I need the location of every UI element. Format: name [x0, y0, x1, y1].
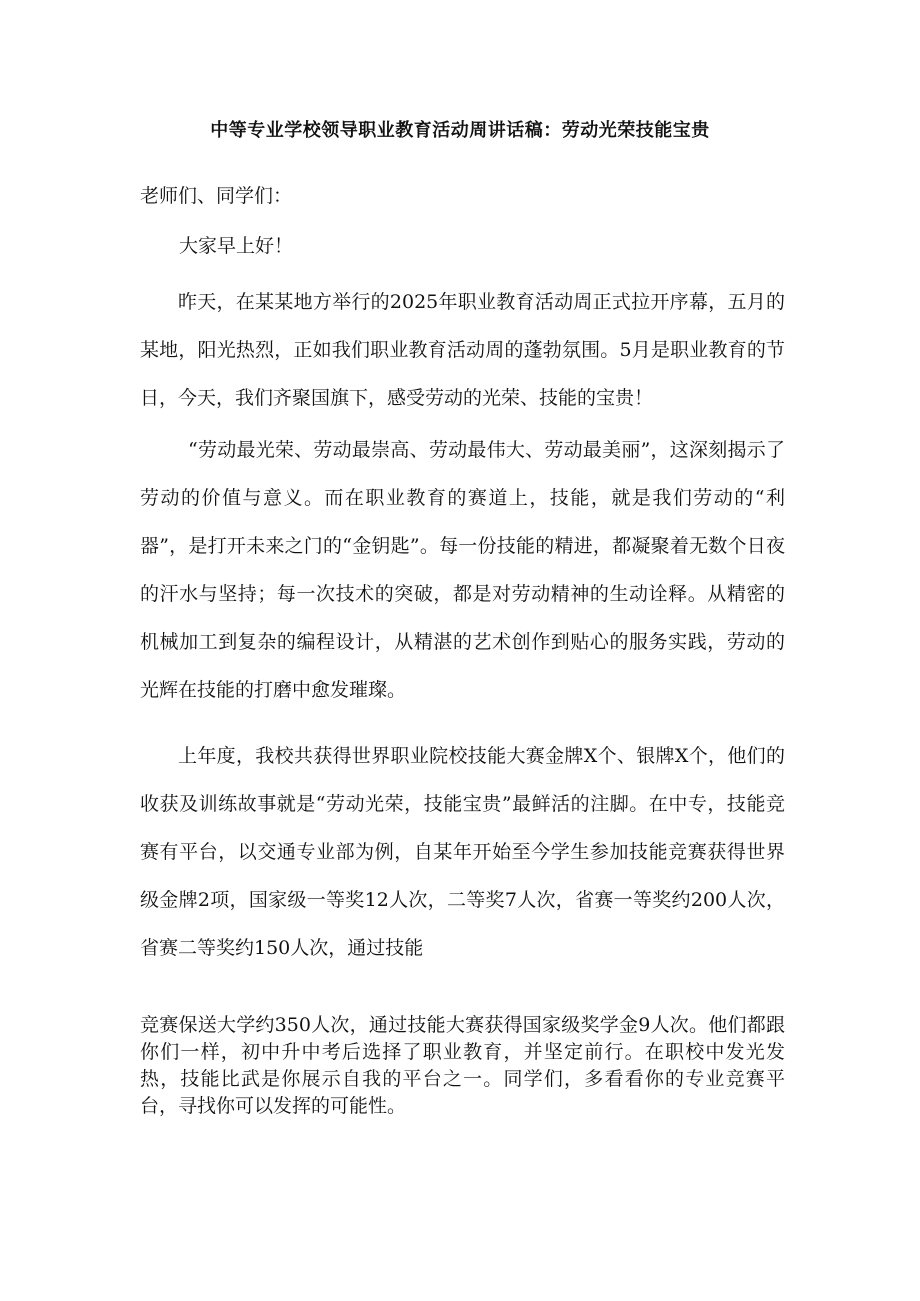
- paragraph-1: 昨天，在某某地方举行的2025年职业教育活动周正式拉开序幕，五月的某地，阳光热烈，正如我们职业教育活动周的蓬勃氛围。5月是职业教育的节日，今天，我们齐聚国旗下，感受劳动的光荣、技能的宝贵！: [140, 291, 785, 409]
- paragraph-2: “劳动最光荣、劳动最崇高、劳动最伟大、劳动最美丽”，这深刻揭示了劳动的价值与意义。而在职业教育的赛道上，技能，就是我们劳动的“利器”，是打开未来之门的“金钥匙”。每一份技能的精进，都凝聚着无数个日夜的汗水与坚持；每一次技术的突破，都是对劳动精神的生动诠释。从精密的机械加工到复杂的编程设计，从精湛的艺术创作到贴心的服务实践，劳动的光辉在技能的打磨中愈发璀璨。: [140, 439, 785, 701]
- paragraph-4: 竞赛保送大学约350人次，通过技能大赛获得国家级奖学金9人次。他们都跟你们一样，初中升中考后选择了职业教育，并坚定前行。在职校中发光发热，技能比武是你展示自我的平台之一。同学们，多看看你的专业竞赛平台，寻找你可以发挥的可能性。: [140, 1014, 785, 1117]
- salutation: 老师们、同学们：: [140, 185, 293, 207]
- paragraph-3: 上年度，我校共获得世界职业院校技能大赛金牌X个、银牌X个，他们的收获及训练故事就是“劳动光荣，技能宝贵”最鲜活的注脚。在中专，技能竞赛有平台，以交通专业部为例，自某年开始至今学生参加技能竞赛获得世界级金牌2项，国家级一等奖12人次，二等奖7人次，省赛一等奖约200人次，省赛二等奖约150人次，通过技能: [140, 745, 785, 959]
- greeting: 大家早上好！: [179, 235, 294, 257]
- document-title: 中等专业学校领导职业教育活动周讲话稿：劳动光荣技能宝贵: [210, 120, 710, 141]
